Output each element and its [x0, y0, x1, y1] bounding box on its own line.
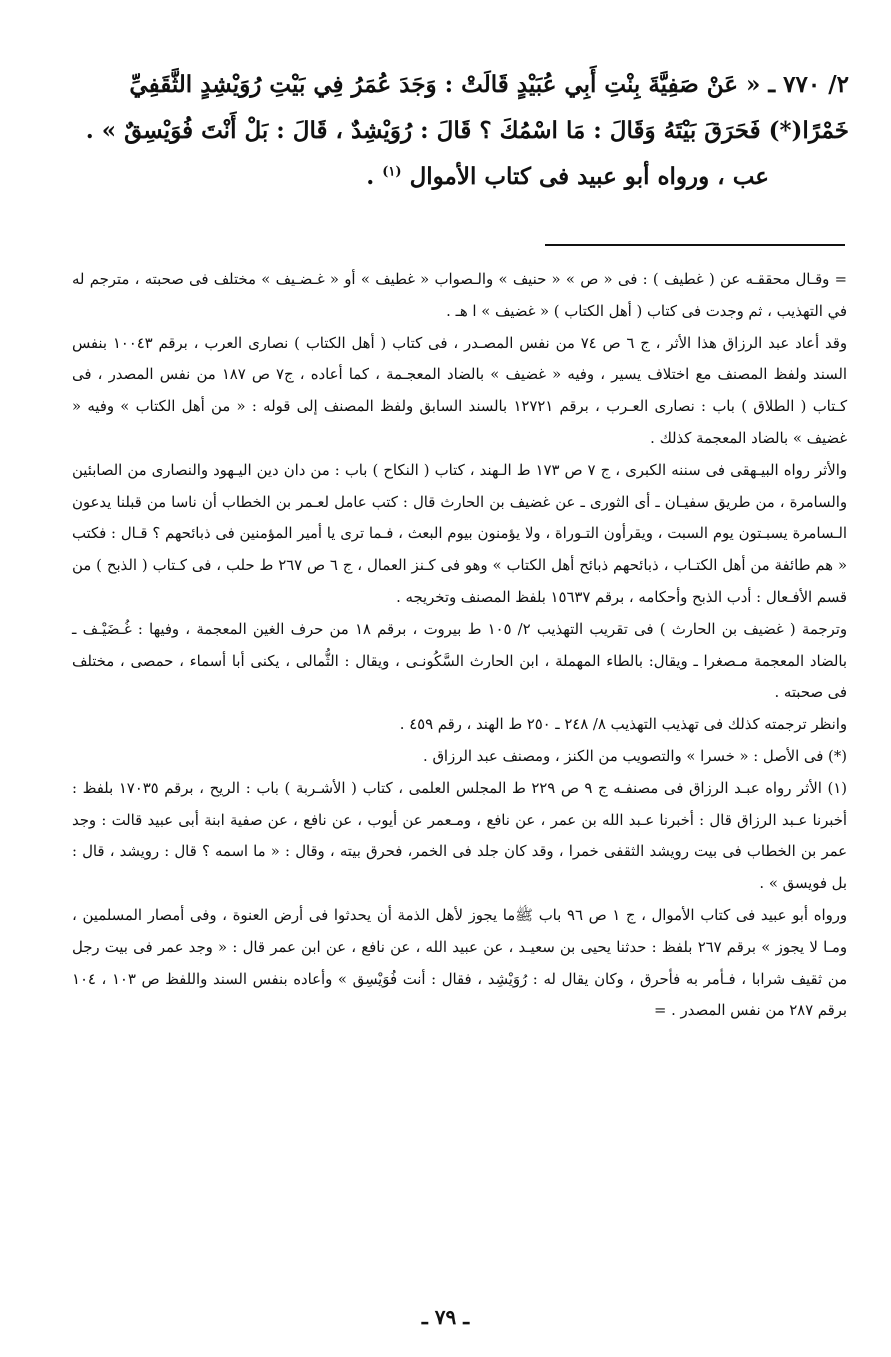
footnotes: [72, 264, 847, 1027]
footnote-ref: (١): [382, 164, 402, 180]
page-number: ـ ٧٩ ـ: [421, 1305, 470, 1329]
source-text: عب ، ورواه أبو عبيد فى كتاب الأموال: [409, 163, 769, 190]
footnote-separator: [545, 244, 845, 246]
footnote-1: (١) الأثر رواه عبـد الرزاق فى مصنفـه ج ٩ ص ٢٢٩ ط المجلس العلمى ، كتاب ( الأشـربة ) باب : الريح ، برقم ١٧٠٣٥ بلفظ : أخبرنا عـبد الرزاق قال : أخبرنا عـبد الله بن عمر ، عن نافع ، ومـعمر عن أيوب ، عن نافع ، عن صفية ابنة أبى عبيد قالت : وجد عمر بن الخطاب فى بيت رويشد الثقفى خمرا ، وقد كان جلد فى الخمر، فحرق بيته ، وقال : « ما اسمه ؟ قال : رويشد ، قال : بل فويسق » .: [72, 779, 847, 893]
footnote-paragraph: وقد أعاد عبد الرزاق هذا الأثر ، ج ٦ ص ٧٤ من نفس المصـدر ، فى كتاب ( أهل الكتاب ) نصارى العرب ، برقم ١٠٠٤٣ بنفس السند ولفظ المصنف مع اختلاف يسير ، وفيه « غضيف » بالضاد المعجـمة ، كما أعاده ، ج٧ ص ١٨٧ من نفس المصدر ، فى كـتاب ( الطلاق ) باب : نصارى العـرب ، برقم ١٢٧٢١ بالسند السابق ولفظ المصنف إلى قوله : « من أهل الكتاب » وفيه « غضيف » بالضاد المعجمة كذلك .: [72, 334, 848, 447]
source-end: .: [366, 163, 383, 190]
hadith-source: [70, 154, 849, 200]
footnote-star: (*) فى الأصل : « خسرا » والتصويب من الكنز ، ومصنف عبد الرزاق .: [423, 747, 847, 765]
hadith-text-line-2: خَمْرًا(*) فَحَرَقَ بَيْتَهُ وَقَالَ : مَا اسْمُكَ ؟ قَالَ : رُوَيْشِدٌ ، قَالَ : بَلْ أَنْتَ فُوَيْسِقٌ » .: [85, 117, 849, 144]
footnote-paragraph: وترجمة ( غضيف بن الحارث ) فى تقريب التهذيب ٢/ ١٠٥ ط بيروت ، برقم ١٨ من حرف الغين المعجمة ، وفيها : غُـضَيْـف ـ بالضاد المعجمة مـصغرا ـ ويقال: بالطاء المهملة ، ابن الحارث السَّكُونـى ، ويقال : الثُّمالى ، يكنى أبا أسماء ، حمصى ، مختلف فى صحبته .: [72, 620, 847, 702]
footnote-paragraph: ورواه أبو عبيد فى كتاب الأموال ، ج ١ ص ٩٦ باب ﷺما يجوز لأهل الذمة أن يحدثوا فى أرض العنوة ، وفى أمصار المسلمين ، ومـا لا يجوز » برقم ٢٦٧ بلفظ : حدثنا يحيى بن سعيـد ، عن عبيد الله ، عن نافع ، عن ابن عمر قال : « وجد عمر فى بيت رجل من ثقيف شرابا ، فـأمر به فأحرق ، وكان يقال له : رُوَيْشِد ، فقال : أنت فُوَيْسِق » وأعاده بنفس السند واللفظ ص ١٠٣ ، ١٠٤ برقم ٢٨٧ من نفس المصدر . =: [72, 906, 848, 1020]
hadith-block: [70, 62, 849, 200]
hadith-text-line-1: ٢/ ٧٧٠ ـ « عَنْ صَفِيَّةَ بِنْتِ أَبِي عُبَيْدٍ قَالَتْ : وَجَدَ عُمَرُ فِي بَيْتِ رُوَيْشِدٍ الثَّقَفِيِّ: [129, 71, 849, 98]
footnote-paragraph: والأثر رواه البيـهقى فى سننه الكبرى ، ج ٧ ص ١٧٣ ط الـهند ، كتاب ( النكاح ) باب : من دان دين اليـهود والنصارى من الصابئين والسامرة ، من طريق سفيـان ـ أى الثورى ـ عن غضيف بن الحارث قال : كتب عامل لعـمر بن الخطاب أن ناسا من قبلنا يدعون الـسامرة يسبـتون يوم السبت ، ويقرأون التـوراة ، ولا يؤمنون بيوم البعث ، فـما ترى يا أمير المؤمنين فى ذبائحهم ؟ قـال : فكتب « هم طائفة من أهل الكتـاب ، ذبائحهم ذبائح أهل الكتاب » وهو فى كـنز العمال ، ج ٦ ص ٢٦٧ ط حلب ، فى كـتاب ( الذبح ) من قسم الأفـعال : أدب الذبح وأحكامه ، برقم ١٥٦٣٧ بلفظ المصنف وتخريجه .: [72, 461, 847, 606]
footnote-paragraph: = وقـال محققـه عن ( غطيف ) : فى « ص » « حنيف » والـصواب « غطيف » أو « غـضـيف » مختلف فى صحبته ، مترجم له في التهذيب ، ثم وجدت فى كتاب ( أهل الكتاب ) « غضيف » ا هـ .: [72, 271, 847, 320]
footnote-paragraph: وانظر ترجمته كذلك فى تهذيب التهذيب ٨/ ٢٤٨ ـ ٢٥٠ ط الهند ، رقم ٤٥٩ .: [399, 716, 847, 734]
